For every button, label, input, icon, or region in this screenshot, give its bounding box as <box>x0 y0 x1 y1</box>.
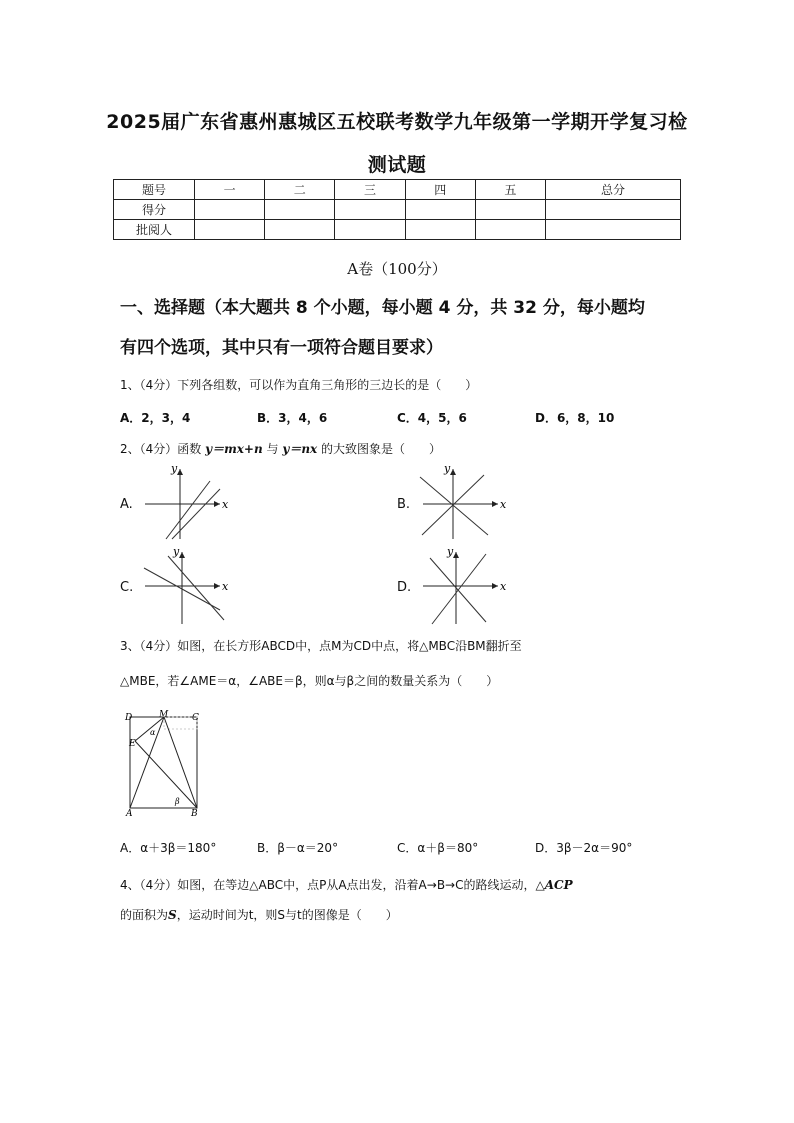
score-row-label: 批阅人 <box>114 220 195 240</box>
axis-x-label: x <box>222 580 229 593</box>
score-header-cell: 四 <box>405 180 475 200</box>
section-heading-line2: 有四个选项，其中只有一项符合题目要求） <box>120 338 443 358</box>
question-1-stem: 1、（4分）下列各组数，可以作为直角三角形的三边长的是（ ） <box>120 378 478 392</box>
q1-option-d: D．6，8，10 <box>535 411 615 425</box>
q2-stem-mid: 与 <box>262 442 283 456</box>
axis-y-label: y <box>173 546 180 558</box>
question-4-line2 <box>120 906 398 923</box>
reviewer-row <box>114 220 681 240</box>
score-header-cell: 二 <box>265 180 335 200</box>
question-3-line1: 3、（4分）如图，在长方形ABCD中，点M为CD中点，将△MBC沿BM翻折至 <box>120 639 522 653</box>
question-4-line1 <box>120 876 573 893</box>
q3-option-a: A．α＋3β＝180° <box>120 841 217 855</box>
q4-symbol-s: S <box>168 908 177 922</box>
axis-y-label: y <box>447 546 454 558</box>
section-heading-line1: 一、选择题（本大题共 8 个小题，每小题 4 分，共 32 分，每小题均 <box>120 298 645 318</box>
label-a: A <box>126 809 133 819</box>
score-table-header-row <box>114 180 681 200</box>
label-alpha: α <box>150 728 156 737</box>
document-title-line2: 测试题 <box>367 154 427 176</box>
score-header-cell: 一 <box>195 180 265 200</box>
score-table <box>113 179 681 240</box>
axis-y-label: y <box>171 463 178 475</box>
q3-rectangle-figure <box>118 708 218 820</box>
axis-y-label: y <box>444 463 451 475</box>
label-e: E <box>129 739 136 749</box>
score-cell <box>405 220 475 240</box>
label-c: C <box>192 713 199 723</box>
q4-line2-post: ，运动时间为t，则S与t的图像是（ ） <box>176 908 398 922</box>
volume-heading: A卷（100分） <box>347 260 447 278</box>
q1-option-c: C．4，5，6 <box>397 411 467 425</box>
q3-option-d: D．3β－2α＝90° <box>535 841 633 855</box>
axis-x-label: x <box>222 498 229 511</box>
score-header-cell: 总分 <box>546 180 681 200</box>
q2-graph-d <box>418 546 518 626</box>
score-cell <box>335 200 405 220</box>
score-header-cell: 五 <box>475 180 545 200</box>
score-cell <box>546 200 681 220</box>
q2-graph-b <box>418 463 518 543</box>
axis-x-label: x <box>500 580 507 593</box>
q1-option-b: B．3，4，6 <box>257 411 328 425</box>
score-cell <box>265 220 335 240</box>
label-d: D <box>125 713 133 723</box>
score-cell <box>475 200 545 220</box>
q2-option-a-label: A. <box>120 497 133 512</box>
score-header-cell: 题号 <box>114 180 195 200</box>
question-2-stem <box>120 440 441 457</box>
label-m: M <box>159 710 169 720</box>
score-cell <box>335 220 405 240</box>
score-row <box>114 200 681 220</box>
label-b: B <box>191 809 198 819</box>
label-beta: β <box>175 797 180 806</box>
q2-graph-c <box>140 546 240 626</box>
q4-line2-pre: 的面积为 <box>120 908 169 922</box>
score-header-cell: 三 <box>335 180 405 200</box>
q2-formula-2: y＝nx <box>282 442 318 456</box>
axis-x-label: x <box>500 498 507 511</box>
q4-line1-text: 4、（4分）如图，在等边△ABC中，点P从A点出发，沿着A→B→C的路线运动， <box>120 878 536 892</box>
q3-option-c: C．α＋β＝80° <box>397 841 479 855</box>
score-cell <box>195 220 265 240</box>
score-cell <box>475 220 545 240</box>
q2-option-d-label: D. <box>397 580 412 595</box>
question-3-line2: △MBE，若∠AME＝α，∠ABE＝β，则α与β之间的数量关系为（ ） <box>120 674 499 688</box>
q2-option-c-label: C. <box>120 580 134 595</box>
q4-triangle-acp: △ACP <box>535 878 573 892</box>
score-cell <box>405 200 475 220</box>
score-row-label: 得分 <box>114 200 195 220</box>
q1-option-a: A．2，3，4 <box>120 411 191 425</box>
document-title-line1: 2025届广东省惠州惠城区五校联考数学九年级第一学期开学复习检 <box>106 111 688 133</box>
q2-option-b-label: B. <box>397 497 411 512</box>
q2-graph-a <box>140 463 240 543</box>
score-cell <box>265 200 335 220</box>
q2-formula-1: y＝mx+n <box>205 442 263 456</box>
q2-stem-post: 的大致图象是（ ） <box>317 442 442 456</box>
score-cell <box>546 220 681 240</box>
score-cell <box>195 200 265 220</box>
q3-option-b: B．β－α＝20° <box>257 841 339 855</box>
q2-stem-pre: 2、（4分）函数 <box>120 442 206 456</box>
